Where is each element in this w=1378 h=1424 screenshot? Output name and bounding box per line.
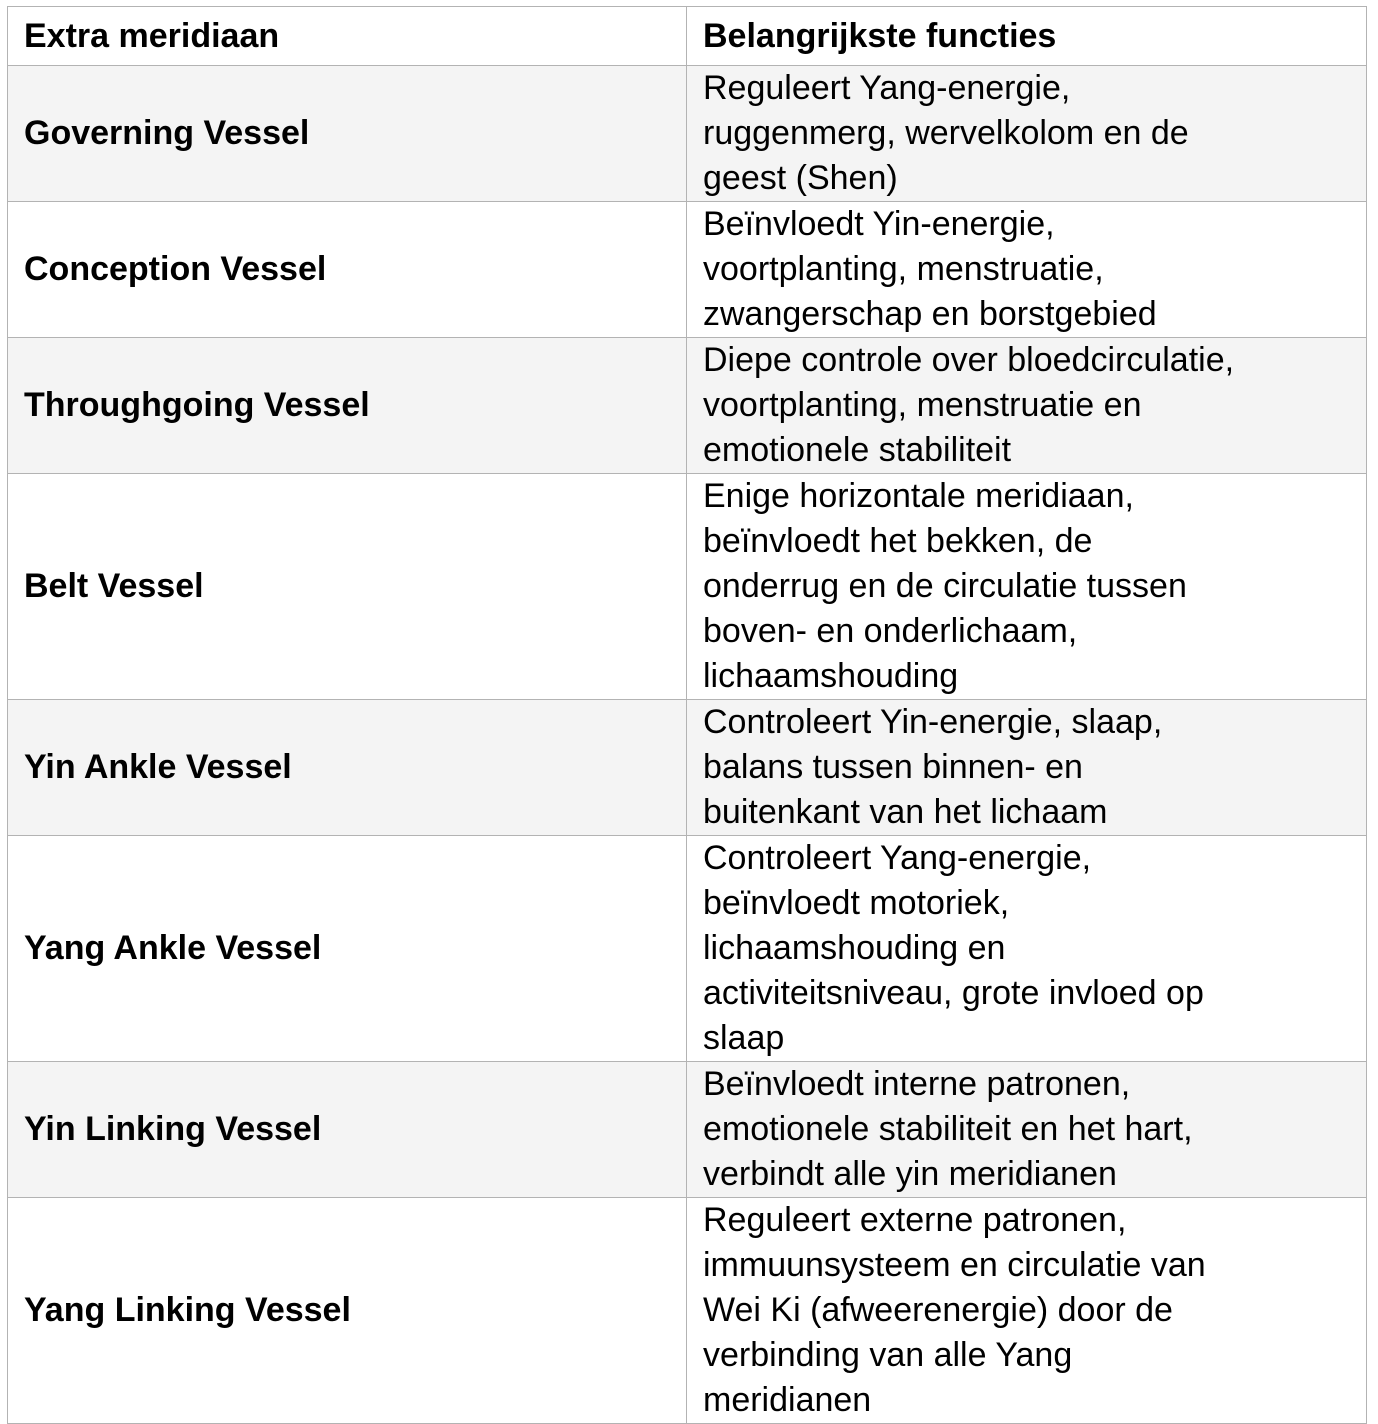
table-row	[8, 700, 1367, 836]
meridian-table	[7, 6, 1367, 1424]
table-row	[8, 202, 1367, 338]
table-row	[8, 66, 1367, 202]
meridian-name: Governing Vessel	[8, 66, 687, 202]
meridian-functions: Diepe controle over bloedcirculatie, voortplanting, menstruatie en emotionele stabiliteit	[687, 338, 1367, 474]
table-row	[8, 836, 1367, 1062]
meridian-name: Yang Linking Vessel	[8, 1198, 687, 1424]
meridian-name: Belt Vessel	[8, 474, 687, 700]
meridian-functions: Controleert Yin-energie, slaap, balans tussen binnen- en buitenkant van het lichaam	[687, 700, 1367, 836]
meridian-functions: Reguleert externe patronen, immuunsysteem en circulatie van Wei Ki (afweerenergie) door de verbinding van alle Yang meridianen	[687, 1198, 1367, 1424]
meridian-name: Yin Ankle Vessel	[8, 700, 687, 836]
table-row	[8, 474, 1367, 700]
header-extra-meridiaan: Extra meridiaan	[8, 7, 687, 66]
meridian-functions: Controleert Yang-energie, beïnvloedt motoriek, lichaamshouding en activiteitsniveau, grote invloed op slaap	[687, 836, 1367, 1062]
header-belangrijkste-functies: Belangrijkste functies	[687, 7, 1367, 66]
meridian-functions: Reguleert Yang-energie, ruggenmerg, wervelkolom en de geest (Shen)	[687, 66, 1367, 202]
table-row	[8, 1062, 1367, 1198]
meridian-name: Yang Ankle Vessel	[8, 836, 687, 1062]
table-header-row	[8, 7, 1367, 66]
table-row	[8, 1198, 1367, 1424]
meridian-functions: Enige horizontale meridiaan, beïnvloedt het bekken, de onderrug en de circulatie tussen boven- en onderlichaam, lichaamshouding	[687, 474, 1367, 700]
meridian-name: Conception Vessel	[8, 202, 687, 338]
table-row	[8, 338, 1367, 474]
meridian-name: Yin Linking Vessel	[8, 1062, 687, 1198]
meridian-name: Throughgoing Vessel	[8, 338, 687, 474]
meridian-functions: Beïnvloedt Yin-energie, voortplanting, menstruatie, zwangerschap en borstgebied	[687, 202, 1367, 338]
meridian-functions: Beïnvloedt interne patronen, emotionele stabiliteit en het hart, verbindt alle yin meridianen	[687, 1062, 1367, 1198]
